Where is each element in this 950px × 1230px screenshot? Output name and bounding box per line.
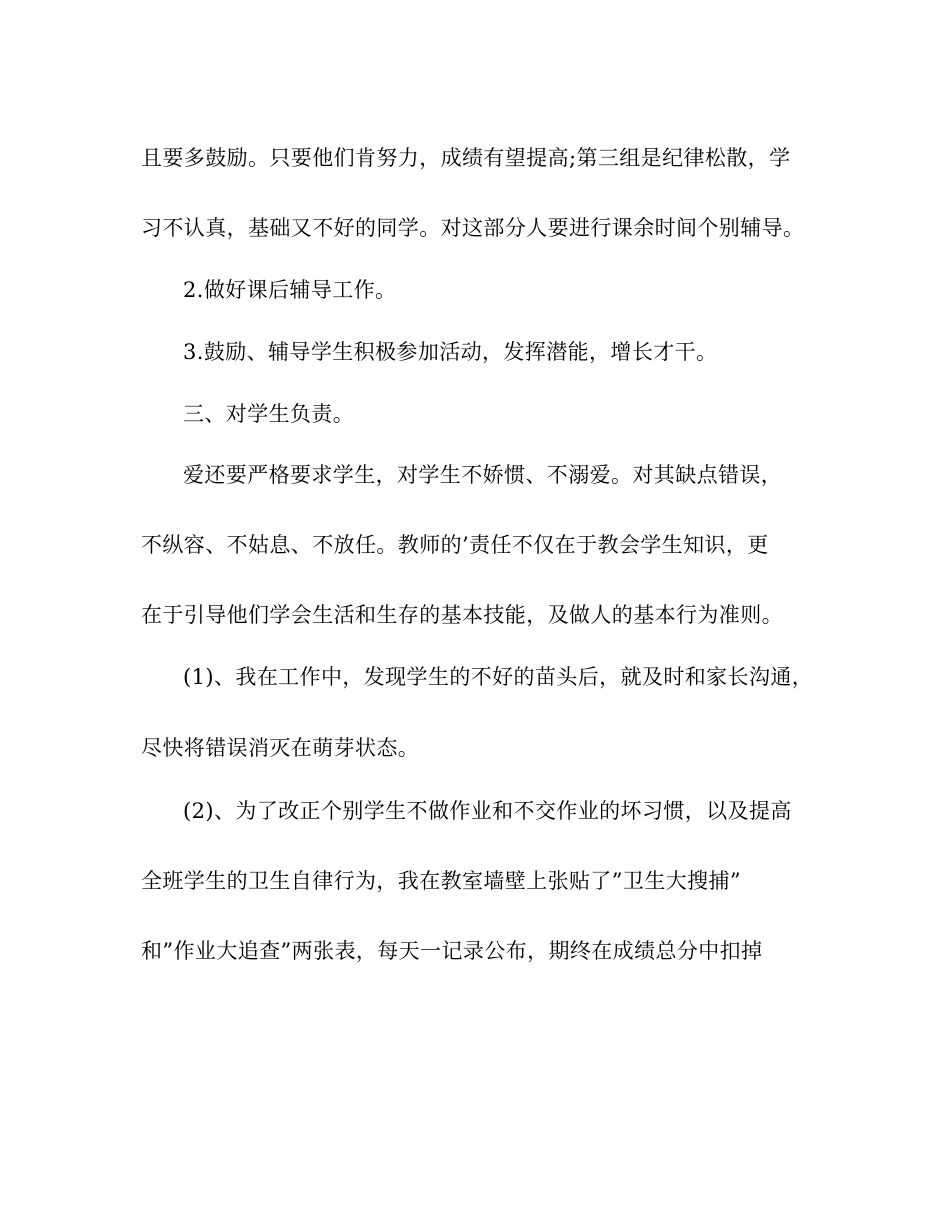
paragraph-line: 不纵容、不姑息、不放任。教师的’责任不仅在于教会学生知识，更: [141, 533, 769, 557]
paragraph-line: 爱还要严格要求学生，对学生不娇惯、不溺爱。对其缺点错误，: [183, 463, 783, 487]
paragraph-line: 尽快将错误消灭在萌芽状态。: [141, 736, 420, 760]
paragraph-line: 且要多鼓励。只要他们肯努力，成绩有望提高;第三组是纪律松散，学: [141, 146, 791, 170]
paragraph-line: 和”作业大追查”两张表，每天一记录公布，期终在成绩总分中扣掉: [141, 939, 763, 963]
paragraph-line: (2)、为了改正个别学生不做作业和不交作业的坏习惯，以及提高: [183, 799, 792, 823]
list-item: 3.鼓励、辅导学生积极参加活动，发挥潜能，增长才干。: [183, 340, 718, 364]
section-heading: 三、对学生负责。: [183, 402, 355, 426]
paragraph-line: 习不认真，基础又不好的同学。对这部分人要进行课余时间个别辅导。: [141, 216, 805, 240]
paragraph-line: 全班学生的卫生自律行为，我在教室墙壁上张贴了”卫生大搜捕”: [141, 869, 742, 893]
list-item: 2.做好课后辅导工作。: [183, 278, 397, 302]
paragraph-line: (1)、我在工作中，发现学生的不好的苗头后，就及时和家长沟通，: [183, 665, 814, 689]
paragraph-line: 在于引导他们学会生活和生存的基本技能，及做人的基本行为准则。: [141, 603, 783, 627]
